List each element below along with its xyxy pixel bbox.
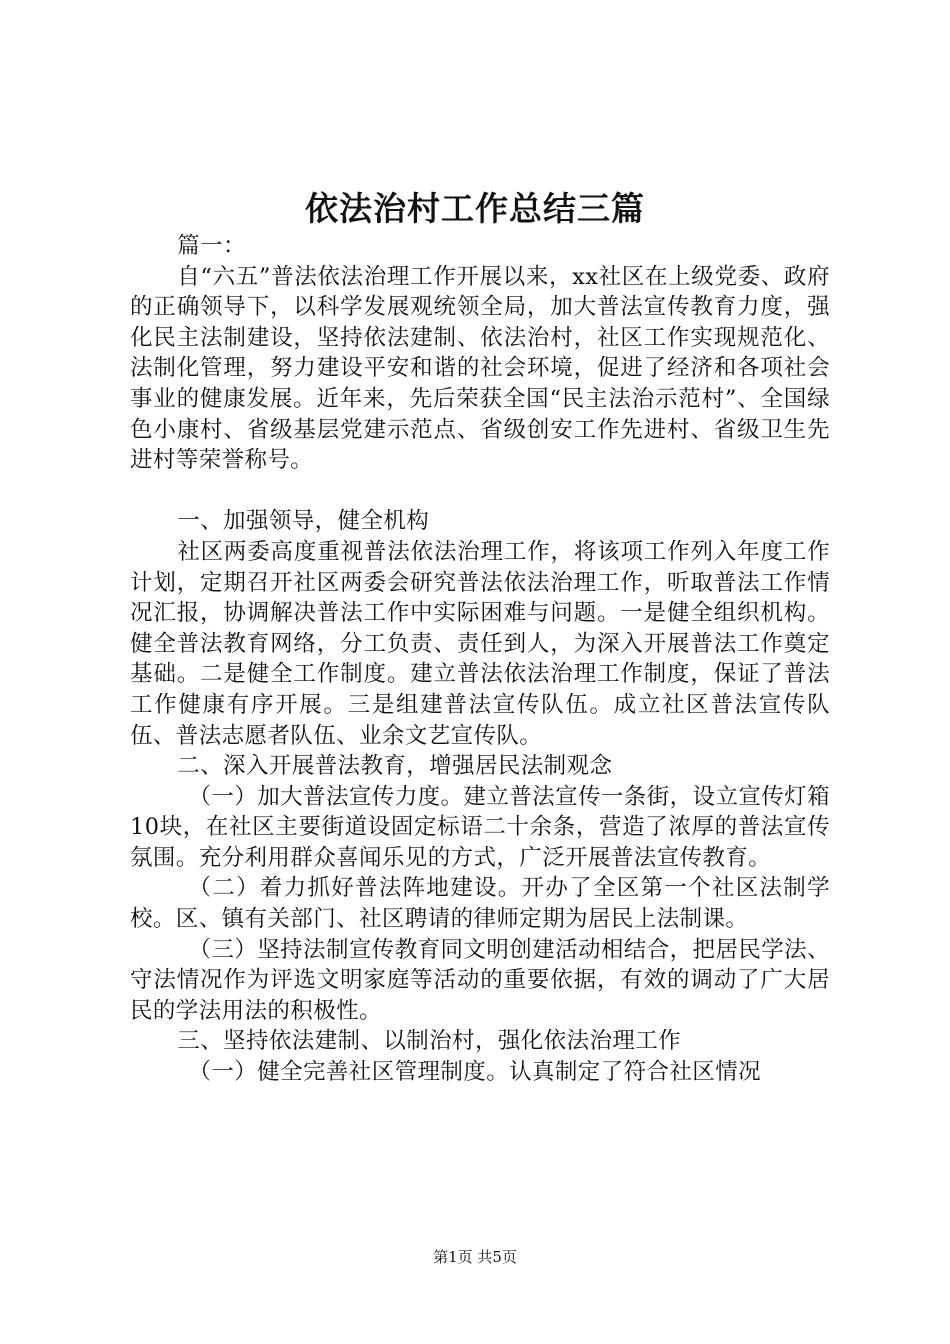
- document-body: [130, 231, 830, 1088]
- document-title: 依法治村工作总结三篇: [305, 189, 645, 228]
- paragraph-school: （二）着力抓好普法阵地建设。开办了全区第一个社区法制学校。区、镇有关部门、社区聘请的律师定期为居民上法制课。: [130, 875, 830, 933]
- section-label: 篇一：: [177, 233, 246, 259]
- heading-one: 一、加强领导，健全机构: [177, 508, 430, 535]
- heading-two: 二、深入开展普法教育，增强居民法制观念: [177, 753, 613, 780]
- paragraph-management: （一）健全完善社区管理制度。认真制定了符合社区情况: [188, 1059, 762, 1086]
- paragraph-civilization: （三）坚持法制宣传教育同文明创建活动相结合，把居民学法、守法情况作为评选文明家庭等活动的重要依据，有效的调动了广大居民的学法用法的积极性。: [130, 936, 830, 1024]
- paragraph-publicity: （一）加大普法宣传力度。建立普法宣传一条街，设立宣传灯箱10块，在社区主要街道设固定标语二十余条，营造了浓厚的普法宣传氛围。充分利用群众喜闻乐见的方式，广泛开展普法宣传教育。: [130, 783, 830, 871]
- heading-three: 三、坚持依法建制、以制治村，强化依法治理工作: [177, 1028, 682, 1055]
- intro-paragraph: 自“六五”普法依法治理工作开展以来，xx社区在上级党委、政府的正确领导下，以科学发展观统领全局，加大普法宣传教育力度，强化民主法制建设，坚持依法建制、依法治村，社区工作实现规范化、法制化管理，努力建设平安和谐的社会环境，促进了经济和各项社会事业的健康发展。近年来，先后荣获全国“民主法治示范村”、全国绿色小康村、省级基层党建示范点、省级创安工作先进村、省级卫生先进村等荣誉称号。: [130, 263, 830, 474]
- paragraph-leadership: 社区两委高度重视普法依法治理工作，将该项工作列入年度工作计划，定期召开社区两委会研究普法依法治理工作，听取普法工作情况汇报，协调解决普法工作中实际困难与问题。一是健全组织机构。健全普法教育网络，分工负责、责任到人，为深入开展普法工作奠定基础。二是健全工作制度。建立普法依法治理工作制度，保证了普法工作健康有序开展。三是组建普法宣传队伍。成立社区普法宣传队伍、普法志愿者队伍、业余文艺宣传队。: [130, 538, 830, 749]
- page-number: 第1页 共5页: [433, 1248, 517, 1266]
